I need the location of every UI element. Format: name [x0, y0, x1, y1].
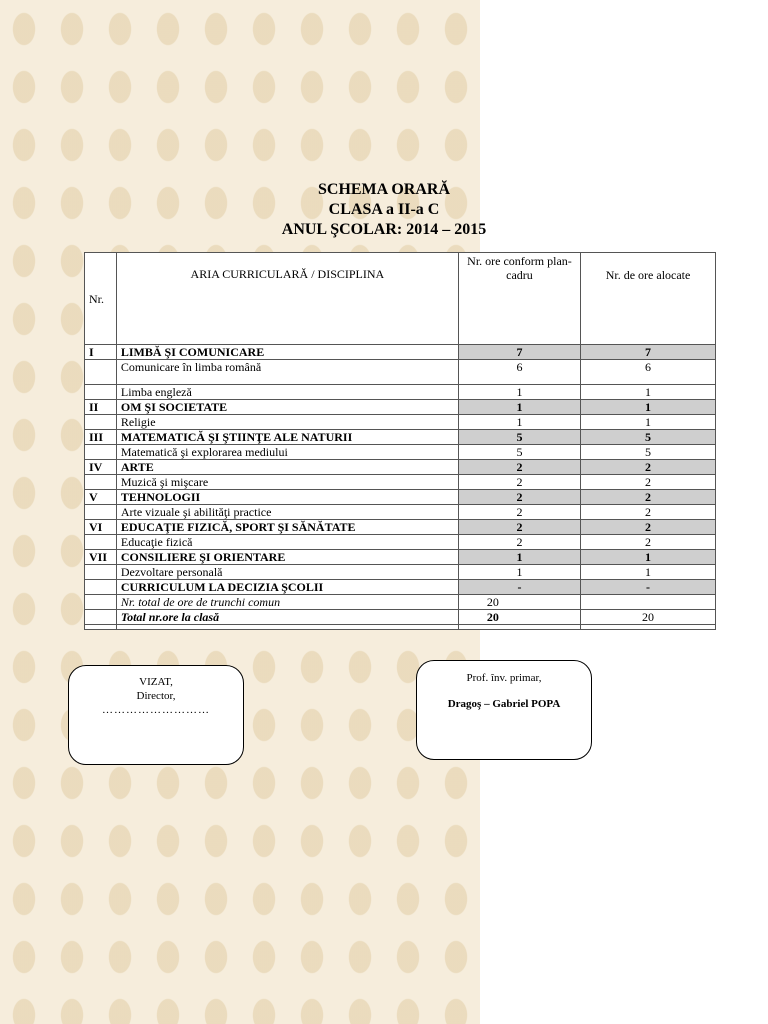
title-schema-orara: SCHEMA ORARĂ: [317, 181, 450, 198]
table-row: [85, 535, 716, 550]
row-name: EDUCAŢIE FIZICĂ, SPORT ŞI SĂNĂTATE: [116, 520, 458, 535]
row-name: Matematică şi explorarea mediului: [116, 445, 458, 460]
row-plan: 2: [458, 535, 580, 550]
title-an-scolar: ANUL ŞCOLAR: 2014 – 2015: [281, 221, 487, 238]
row-nr: [85, 360, 117, 385]
row-nr: II: [85, 400, 117, 415]
row-aloc: 2: [581, 535, 716, 550]
row-name: Educaţie fizică: [116, 535, 458, 550]
row-name: Arte vizuale şi abilităţi practice: [116, 505, 458, 520]
row-nr: VI: [85, 520, 117, 535]
row-aloc: 2: [581, 475, 716, 490]
table-row: [85, 385, 716, 400]
row-nr: [85, 565, 117, 580]
row-name: MATEMATICĂ ŞI ŞTIINŢE ALE NATURII: [116, 430, 458, 445]
row-plan: 2: [458, 475, 580, 490]
row-aloc: 2: [581, 490, 716, 505]
header-nr: Nr.: [85, 253, 117, 345]
row-name: CONSILIERE ŞI ORIENTARE: [116, 550, 458, 565]
teacher-title: Prof. înv. primar,: [466, 672, 542, 684]
row-name: Religie: [116, 415, 458, 430]
row-aloc: 1: [581, 415, 716, 430]
row-plan: 2: [458, 460, 580, 475]
row-aloc: 2: [581, 505, 716, 520]
row-nr: [85, 415, 117, 430]
row-nr: [85, 580, 117, 595]
row-plan: 1: [458, 550, 580, 565]
table-row: [85, 345, 716, 360]
table-bottom-spacer: [85, 625, 716, 630]
header-arie-curriculara: ARIA CURRICULARĂ / DISCIPLINA: [116, 253, 458, 345]
row-plan: 2: [458, 505, 580, 520]
row-name: Limba engleză: [116, 385, 458, 400]
table-row: [85, 400, 716, 415]
table-row: [85, 415, 716, 430]
row-aloc: 1: [581, 385, 716, 400]
row-nr: IV: [85, 460, 117, 475]
row-name: CURRICULUM LA DECIZIA ŞCOLII: [116, 580, 458, 595]
row-name: ARTE: [116, 460, 458, 475]
director-signature-line: ………………………: [102, 704, 210, 716]
row-nr: III: [85, 430, 117, 445]
table-row: [85, 460, 716, 475]
director-label: Director,: [136, 690, 176, 702]
row-aloc: 6: [581, 360, 716, 385]
table-row: [85, 430, 716, 445]
row-nr: V: [85, 490, 117, 505]
teacher-name: Dragoş – Gabriel POPA: [447, 698, 561, 710]
row-aloc: 1: [581, 550, 716, 565]
row-nr: [85, 535, 117, 550]
vizat-director-box: [68, 665, 244, 765]
row-name: Total nr.ore la clasă: [116, 610, 458, 625]
row-nr: [85, 475, 117, 490]
row-aloc: 5: [581, 445, 716, 460]
row-nr: I: [85, 345, 117, 360]
row-aloc: 2: [581, 520, 716, 535]
row-plan: 20: [458, 595, 580, 610]
row-plan: 1: [458, 415, 580, 430]
row-plan: 1: [458, 400, 580, 415]
table-row: [85, 580, 716, 595]
table-row: [85, 490, 716, 505]
table-row: [85, 565, 716, 580]
row-aloc: 2: [581, 460, 716, 475]
row-aloc: 5: [581, 430, 716, 445]
row-nr: VII: [85, 550, 117, 565]
row-plan: 1: [458, 385, 580, 400]
table-header-row: [85, 253, 716, 345]
row-plan: 20: [458, 610, 580, 625]
table-row: [85, 610, 716, 625]
header-ore-alocate: Nr. de ore alocate: [581, 253, 716, 345]
row-name: Comunicare în limba română: [116, 360, 458, 385]
title-clasa: CLASA a II-a C: [328, 201, 440, 218]
table-row: [85, 360, 716, 385]
schedule-table: [84, 252, 716, 630]
row-plan: 6: [458, 360, 580, 385]
row-plan: 2: [458, 520, 580, 535]
teacher-box: [416, 660, 592, 760]
row-nr: [85, 505, 117, 520]
table-row: [85, 550, 716, 565]
row-name: Dezvoltare personală: [116, 565, 458, 580]
row-nr: [85, 595, 117, 610]
row-name: OM ŞI SOCIETATE: [116, 400, 458, 415]
row-name: Muzică şi mişcare: [116, 475, 458, 490]
row-nr: [85, 385, 117, 400]
row-aloc: 20: [581, 610, 716, 625]
row-aloc: -: [581, 580, 716, 595]
row-plan: 2: [458, 490, 580, 505]
row-plan: 5: [458, 445, 580, 460]
row-name: Nr. total de ore de trunchi comun: [116, 595, 458, 610]
row-nr: [85, 610, 117, 625]
row-aloc: 7: [581, 345, 716, 360]
table-row: [85, 595, 716, 610]
table-row: [85, 520, 716, 535]
row-name: TEHNOLOGII: [116, 490, 458, 505]
row-nr: [85, 445, 117, 460]
table-row: [85, 475, 716, 490]
row-plan: -: [458, 580, 580, 595]
row-plan: 7: [458, 345, 580, 360]
table-row: [85, 445, 716, 460]
vizat-label: VIZAT,: [139, 676, 173, 688]
row-aloc: 1: [581, 400, 716, 415]
row-aloc: 1: [581, 565, 716, 580]
row-name: LIMBĂ ŞI COMUNICARE: [116, 345, 458, 360]
row-plan: 1: [458, 565, 580, 580]
row-plan: 5: [458, 430, 580, 445]
header-ore-plan-cadru: Nr. ore conform plan- cadru: [458, 253, 580, 345]
table-row: [85, 505, 716, 520]
row-aloc: [581, 595, 716, 610]
